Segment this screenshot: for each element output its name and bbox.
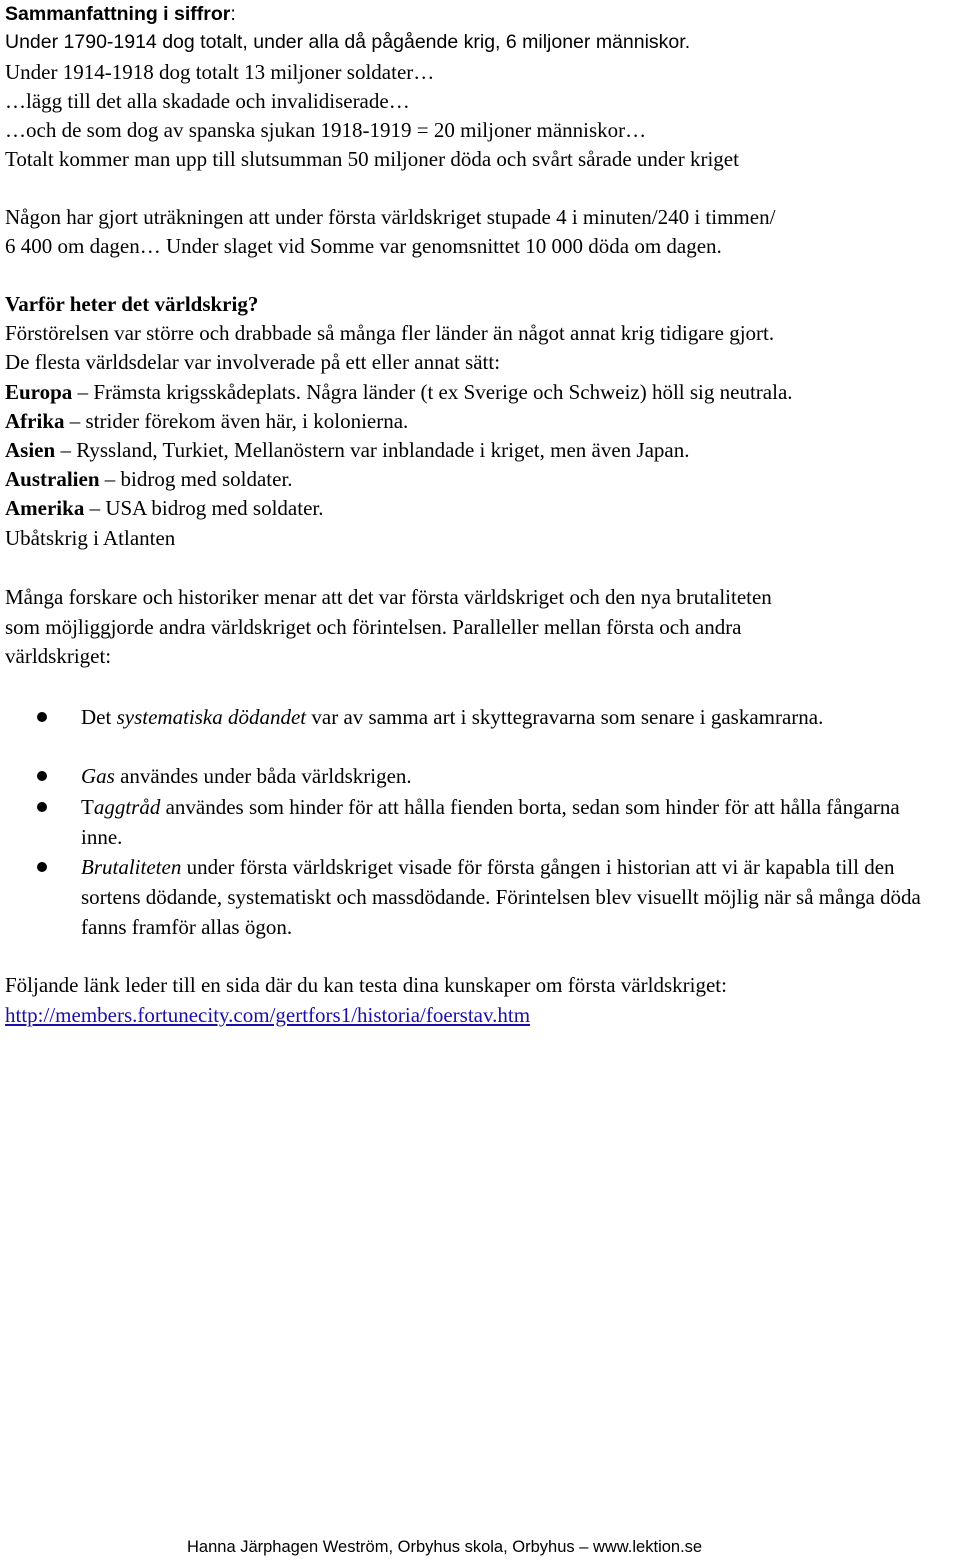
region-text: – USA bidrog med soldater.	[84, 496, 324, 520]
bullet-emphasis: Brutaliteten	[81, 855, 182, 879]
footer: Hanna Järphagen Weström, Orbyhus skola, Orbyhus – www.lektion.se	[187, 1538, 703, 1556]
bullet-item-1	[81, 702, 941, 732]
quiz-link-line	[5, 1001, 530, 1030]
why-line-1: Förstörelsen var större och drabbade så många fler länder än något annat krig tidigare gjort.	[5, 321, 775, 345]
bullet-post: under första världskriget visade för första gången i historian att vi är kapabla till den sortens dödande, systematiskt och massdödande. Förintelsen blev visuellt möjlig när så många döda fanns framför allas ögon.	[81, 855, 921, 939]
region-text: – Främsta krigsskådeplats. Några länder (t ex Sverige och Schweiz) höll sig neutrala.	[72, 380, 793, 404]
region-name: Amerika	[5, 496, 85, 520]
region-name: Australien	[5, 467, 100, 491]
calc-line-2: 6 400 om dagen… Under slaget vid Somme var genomsnittet 10 000 döda om dagen.	[5, 234, 722, 258]
region-amerika	[5, 494, 323, 523]
region-name: Asien	[5, 438, 56, 462]
quiz-text: Följande länk leder till en sida där du kan testa dina kunskaper om första världskriget:	[5, 973, 727, 997]
summary-heading: Sammanfattning i siffror	[5, 3, 231, 25]
uboat-line: Ubåtskrig i Atlanten	[5, 526, 176, 550]
summary-line-3: …lägg till det alla skadade och invalidiserade…	[5, 89, 410, 113]
bullet-pre: Det	[81, 705, 117, 729]
bullet-post: användes under båda världskrigen.	[114, 764, 412, 788]
summary-line-5: Totalt kommer man upp till slutsumman 50 miljoner döda och svårt sårade under kriget	[5, 147, 739, 171]
region-text: – strider förekom även här, i kolonierna.	[64, 409, 409, 433]
calc-line-1: Någon har gjort uträkningen att under första världskriget stupade 4 i minuten/240 i timmen/	[5, 205, 776, 229]
region-afrika	[5, 407, 408, 436]
region-australien	[5, 465, 293, 494]
researchers-line-1: Många forskare och historiker menar att det var första världskriget och den nya brutaliteten	[5, 585, 772, 609]
researchers-line-2: som möjliggjorde andra världskriget och förintelsen. Paralleller mellan första och andra	[5, 615, 742, 639]
bullet-dot	[37, 771, 47, 781]
bullet-dot	[37, 862, 47, 872]
region-text: – bidrog med soldater.	[99, 467, 293, 491]
region-europa	[5, 378, 793, 407]
bullet-dot	[37, 712, 47, 722]
bullet-item-3	[81, 792, 941, 852]
bullet-emphasis: aggtråd	[93, 795, 161, 819]
why-heading-text: Varför heter det världskrig?	[5, 292, 259, 316]
region-asien	[5, 436, 689, 465]
bullet-emphasis: Gas	[81, 764, 115, 788]
bullet-item-4	[81, 852, 941, 942]
why-line-2: De flesta världsdelar var involverade på ett eller annat sätt:	[5, 350, 501, 374]
summary-line-4: …och de som dog av spanska sjukan 1918-1919 = 20 miljoner människor…	[5, 118, 647, 142]
bullet-emphasis: systematiska dödandet	[116, 705, 307, 729]
quiz-link[interactable]: http://members.fortunecity.com/gertfors1/historia/foerstav.htm	[5, 1003, 531, 1027]
summary-heading-colon: :	[230, 3, 236, 25]
bullet-post: användes som hinder för att hålla fienden borta, sedan som hinder för att hålla fångarna inne.	[81, 795, 900, 849]
bullet-item-2	[81, 761, 941, 791]
bullet-pre: T	[81, 795, 94, 819]
researchers-line-3: världskriget:	[5, 644, 112, 668]
bullet-post: var av samma art i skyttegravarna som senare i gaskamrarna.	[306, 705, 824, 729]
region-name: Afrika	[5, 409, 65, 433]
bullet-dot	[37, 802, 47, 812]
summary-line-1: Under 1790-1914 dog totalt, under alla då pågående krig, 6 miljoner människor.	[5, 31, 691, 53]
why-heading	[5, 290, 258, 319]
summary-heading-line	[5, 0, 236, 29]
region-text: – Ryssland, Turkiet, Mellanöstern var inblandade i kriget, men även Japan.	[55, 438, 690, 462]
summary-line-2: Under 1914-1918 dog totalt 13 miljoner soldater…	[5, 60, 435, 84]
region-name: Europa	[5, 380, 73, 404]
